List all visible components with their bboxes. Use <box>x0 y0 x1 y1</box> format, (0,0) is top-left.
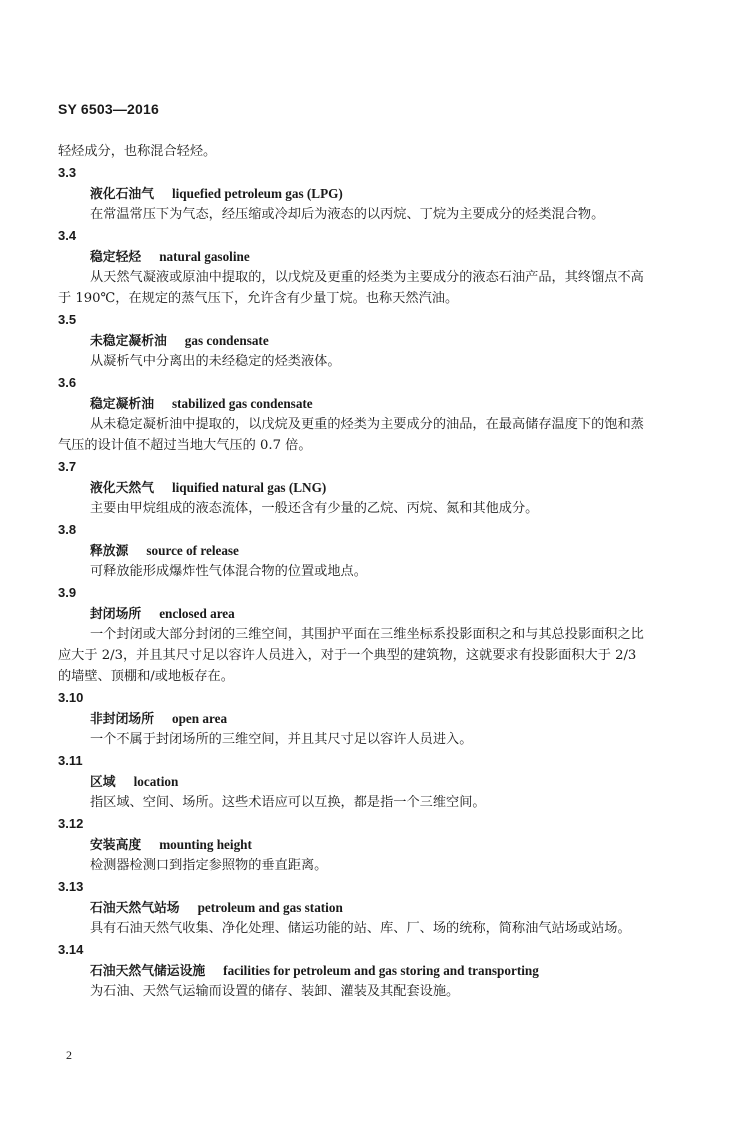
term-heading <box>58 897 680 918</box>
term-chinese: 液化石油气 <box>90 187 154 202</box>
term-heading <box>58 960 680 981</box>
term-chinese: 石油天然气储运设施 <box>90 964 206 979</box>
definition-line: 可释放能形成爆炸性气体混合物的位置或地点。 <box>90 564 367 579</box>
definition-line: 从未稳定凝析油中提取的，以戊烷及更重的烃类为主要成分的油品，在最高储存温度下的饱和蒸 <box>90 417 644 432</box>
term-entry <box>58 309 680 372</box>
definition-line: 气压的设计值不超过当地大气压的 0.7 倍。 <box>58 438 312 453</box>
term-entry <box>58 225 680 309</box>
term-heading <box>58 477 680 498</box>
section-number: 3.12 <box>58 816 84 831</box>
term-english: liquefied petroleum gas (LPG) <box>171 186 343 201</box>
section-number: 3.4 <box>58 228 77 243</box>
term-entry <box>58 456 680 519</box>
term-chinese: 未稳定凝析油 <box>90 334 167 349</box>
term-english: source of release <box>146 543 239 558</box>
term-chinese: 液化天然气 <box>90 481 154 496</box>
definition-line: 指区域、空间、场所。这些术语应可以互换，都是指一个三维空间。 <box>90 795 486 810</box>
definition-line: 从天然气凝液或原油中提取的，以戊烷及更重的烃类为主要成分的液态石油产品，其终馏点不高 <box>90 270 644 285</box>
term-heading <box>58 603 680 624</box>
term-heading <box>58 771 680 792</box>
term-chinese: 稳定轻烃 <box>90 250 142 265</box>
definition-line: 具有石油天然气收集、净化处理、储运功能的站、库、厂、场的统称，简称油气站场或站场。 <box>90 921 631 936</box>
section-number: 3.3 <box>58 165 77 180</box>
term-english: liquified natural gas (LNG) <box>171 480 327 495</box>
term-english: gas condensate <box>184 333 269 348</box>
page-number: 2 <box>66 1048 72 1062</box>
term-entry <box>58 162 680 225</box>
section-number: 3.14 <box>58 942 84 957</box>
section-number: 3.6 <box>58 375 77 390</box>
term-english: stabilized gas condensate <box>171 396 313 411</box>
document-body <box>58 141 680 1002</box>
term-heading <box>58 834 680 855</box>
term-chinese: 封闭场所 <box>90 607 142 622</box>
term-chinese: 区域 <box>90 775 116 790</box>
term-chinese: 非封闭场所 <box>90 712 154 727</box>
definition-line: 检测器检测口到指定参照物的垂直距离。 <box>90 858 328 873</box>
term-entry <box>58 813 680 876</box>
term-heading <box>58 183 680 204</box>
term-heading <box>58 330 680 351</box>
term-english: location <box>133 774 179 789</box>
term-entry <box>58 876 680 939</box>
section-number: 3.5 <box>58 312 77 327</box>
section-number: 3.11 <box>58 753 83 768</box>
term-entry <box>58 939 680 1002</box>
section-number: 3.10 <box>58 690 84 705</box>
definition-line: 于 190℃，在规定的蒸气压下，允许含有少量丁烷。也称天然汽油。 <box>58 291 459 306</box>
term-heading <box>58 708 680 729</box>
term-chinese: 石油天然气站场 <box>90 901 180 916</box>
term-english: facilities for petroleum and gas storing and transporting <box>223 963 539 978</box>
definition-line: 一个不属于封闭场所的三维空间，并且其尺寸足以容许人员进入。 <box>90 732 473 747</box>
term-entry <box>58 687 680 750</box>
term-english: enclosed area <box>159 606 235 621</box>
section-number: 3.9 <box>58 585 77 600</box>
definition-line: 一个封闭或大部分封闭的三维空间，其围护平面在三维坐标系投影面积之和与其总投影面积之比 <box>90 627 644 642</box>
term-entry <box>58 582 680 687</box>
term-entry <box>58 372 680 456</box>
section-number: 3.7 <box>58 459 77 474</box>
definition-line: 应大于 2/3，并且其尺寸足以容许人员进入，对于一个典型的建筑物，这就要求有投影面积大于 2/3 <box>58 648 637 663</box>
term-heading <box>58 393 680 414</box>
term-chinese: 释放源 <box>90 544 129 559</box>
section-number: 3.13 <box>58 879 84 894</box>
term-english: mounting height <box>159 837 252 852</box>
term-chinese: 稳定凝析油 <box>90 397 154 412</box>
definition-line: 在常温常压下为气态，经压缩或冷却后为液态的以丙烷、丁烷为主要成分的烃类混合物。 <box>90 207 605 222</box>
term-english: natural gasoline <box>159 249 250 264</box>
definition-line: 从凝析气中分离出的未经稳定的烃类液体。 <box>90 354 341 369</box>
definition-line: 为石油、天然气运输而设置的储存、装卸、灌装及其配套设施。 <box>90 984 460 999</box>
continuation-text: 轻烃成分，也称混合轻烃。 <box>58 144 217 159</box>
term-entry <box>58 519 680 582</box>
definition-line: 主要由甲烷组成的液态流体，一般还含有少量的乙烷、丙烷、氮和其他成分。 <box>90 501 539 516</box>
term-english: petroleum and gas station <box>197 900 343 915</box>
term-english: open area <box>171 711 228 726</box>
definition-line: 的墙壁、顶棚和/或地板存在。 <box>58 669 234 684</box>
section-number: 3.8 <box>58 522 77 537</box>
term-heading <box>58 246 680 267</box>
term-entry <box>58 750 680 813</box>
term-chinese: 安装高度 <box>90 838 142 853</box>
term-heading <box>58 540 680 561</box>
standard-number-header: SY 6503—2016 <box>58 101 160 117</box>
